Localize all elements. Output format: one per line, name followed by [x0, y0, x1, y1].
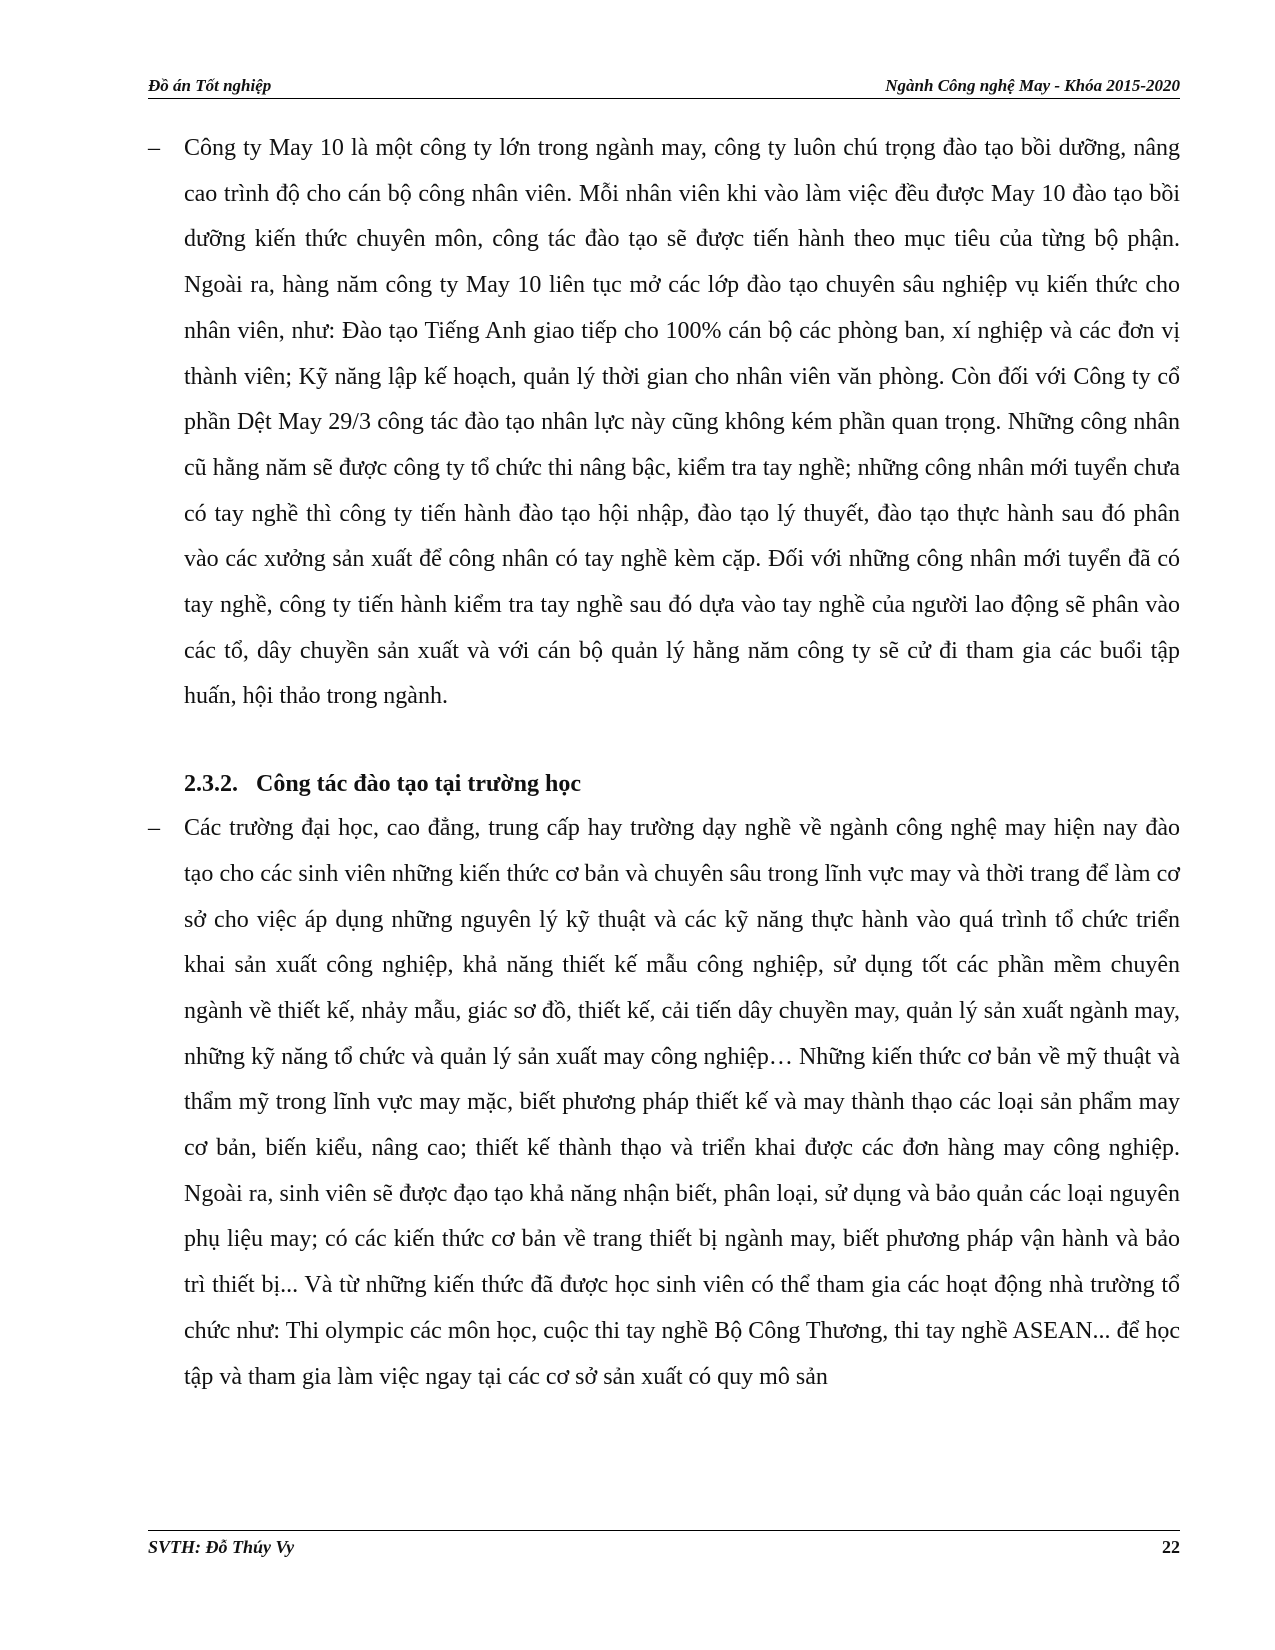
- document-body: [148, 126, 1180, 1400]
- paragraph-text: Các trường đại học, cao đẳng, trung cấp hay trường dạy nghề về ngành công nghệ may hiện nay đào tạo cho các sinh viên những kiến thức cơ bản và chuyên sâu trong lĩnh vực may và thời trang để làm cơ sở cho việc áp dụng những nguyên lý kỹ thuật và các kỹ năng thực hành vào quá trình tổ chức triển khai sản xuất công nghiệp, khả năng thiết kế mẫu công nghiệp, sử dụng tốt các phần mềm chuyên ngành về thiết kế, nhảy mẫu, giác sơ đồ, thiết kế, cải tiến dây chuyền may, quản lý sản xuất ngành may, những kỹ năng tổ chức và quản lý sản xuất may công nghiệp… Những kiến thức cơ bản về mỹ thuật và thẩm mỹ trong lĩnh vực may mặc, biết phương pháp thiết kế và may thành thạo các loại sản phẩm may cơ bản, biến kiểu, nâng cao; thiết kế thành thạo và triển khai được các đơn hàng may công nghiệp. Ngoài ra, sinh viên sẽ được đạo tạo khả năng nhận biết, phân loại, sử dụng và bảo quản các loại nguyên phụ liệu may; có các kiến thức cơ bản về trang thiết bị ngành may, biết phương pháp vận hành và bảo trì thiết bị... Và từ những kiến thức đã được học sinh viên có thể tham gia các hoạt động nhà trường tổ chức như: Thi olympic các môn học, cuộc thi tay nghề Bộ Công Thương, thi tay nghề ASEAN... để học tập và tham gia làm việc ngay tại các cơ sở sản xuất có quy mô sản: [184, 815, 1180, 1390]
- section-number: 2.3.2.: [184, 771, 238, 798]
- section-heading: [148, 762, 1180, 806]
- header-program-info: Ngành Công nghệ May - Khóa 2015-2020: [885, 76, 1180, 95]
- bullet-dash: –: [148, 135, 160, 161]
- header-document-title: Đồ án Tốt nghiệp: [148, 76, 272, 95]
- footer-student-name: SVTH: Đỗ Thúy Vy: [148, 1537, 295, 1557]
- section-title: Công tác đào tạo tại trường học: [256, 771, 582, 798]
- page-number: 22: [1162, 1537, 1180, 1557]
- bullet-dash: –: [148, 815, 160, 842]
- page-header: [148, 74, 1180, 99]
- paragraph-school-training: [148, 806, 1180, 1400]
- paragraph-text: Công ty May 10 là một công ty lớn trong ngành may, công ty luôn chú trọng đào tạo bồi dưỡng, nâng cao trình độ cho cán bộ công nhân viên. Mỗi nhân viên khi vào làm việc đều được May 10 đào tạo bồi dưỡng kiến thức chuyên môn, công tác đào tạo sẽ được tiến hành theo mục tiêu của từng bộ phận. Ngoài ra, hàng năm công ty May 10 liên tục mở các lớp đào tạo chuyên sâu nghiệp vụ kiến thức cho nhân viên, như: Đào tạo Tiếng Anh giao tiếp cho 100% cán bộ các phòng ban, xí nghiệp và các đơn vị thành viên; Kỹ năng lập kế hoạch, quản lý thời gian cho nhân viên văn phòng. Còn đối với Công ty cổ phần Dệt May 29/3 công tác đào tạo nhân lực này cũng không kém phần quan trọng. Những công nhân cũ hằng năm sẽ được công ty tổ chức thi nâng bậc, kiểm tra tay nghề; những công nhân mới tuyển chưa có tay nghề thì công ty tiến hành đào tạo hội nhập, đào tạo lý thuyết, đào tạo thực hành sau đó phân vào các xưởng sản xuất để công nhân có tay nghề kèm cặp. Đối với những công nhân mới tuyển đã có tay nghề, công ty tiến hành kiểm tra tay nghề sau đó dựa vào tay nghề của người lao động sẽ phân vào các tổ, dây chuyền sản xuất và với cán bộ quản lý hằng năm công ty sẽ cử đi tham gia các buổi tập huấn, hội thảo trong ngành.: [184, 135, 1180, 710]
- paragraph-may10-training: [148, 126, 1180, 720]
- page-footer: [148, 1530, 1180, 1557]
